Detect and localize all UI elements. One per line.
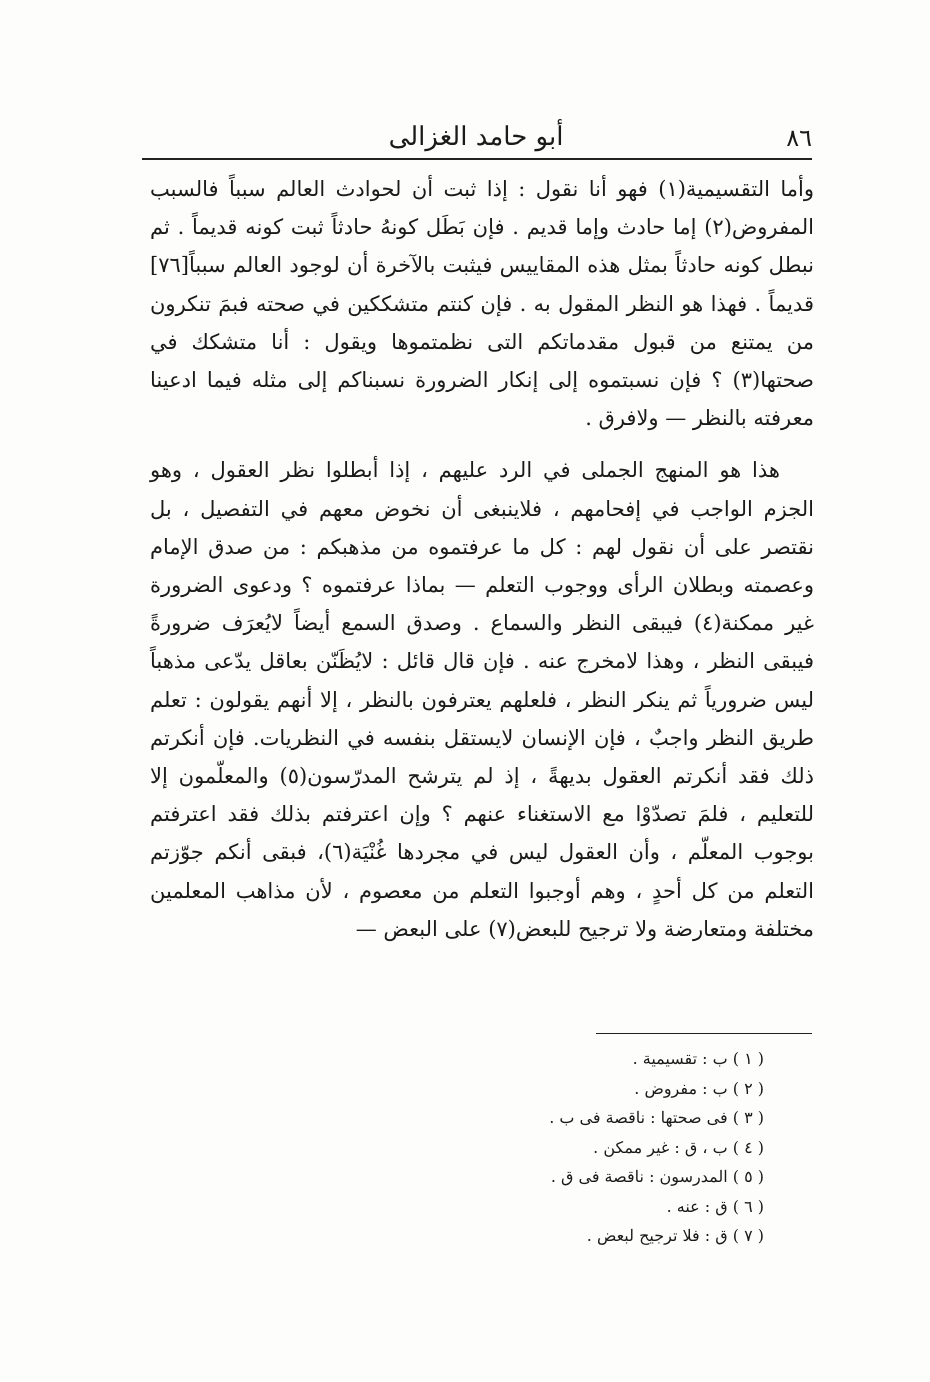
running-title: أبو حامد الغزالى: [388, 122, 564, 152]
footnote-3: ( ٣ ) فى صحتها : ناقصة فى ب .: [549, 1108, 764, 1127]
page-number: ٨٦: [786, 124, 812, 152]
main-text: [150, 170, 814, 948]
paragraph-2: هذا هو المنهج الجملى في الرد عليهم ، إذا أبطلوا نظر العقول ، وهو الجزم الواجب في إفحامهم ، فلاينبغى أن نخوض معهم في التفصيل ، بل نقتصر على أن نقول لهم : كل ما عرفتموه من مذهبكم : من صدق الإمام وعصمته وبطلان الرأى ووجوب التعلم — بماذا عرفتموه ؟ ودعوى الضرورة غير ممكنة(٤) فيبقى النظر والسماع . وصدق السمع أيضاً لايُعرَف ضرورةً فيبقى النظر ، وهذا لامخرج عنه . فإن قال قائل : لايُظَنّن بعاقل يدّعى مذهباً ليس ضرورياً ثم ينكر النظر ، فلعلهم يعترفون بالنظر ، إلا أنهم يقولون : تعلم طريق النظر واجبٌ ، فإن الإنسان لايستقل بنفسه في النظريات. فإن أنكرتم ذلك فقد أنكرتم العقول بديهةً ، إذ لم يترشح المدرّسون(٥) والمعلّمون إلا للتعليم ، فلمَ تصدّوْا مع الاستغناء عنهم ؟ وإن اعترفتم بذلك فقد اعترفتم بوجوب المعلّم ، وأن العقول ليس في مجردها غُنْيَة(٦)، فبقى أنكم جوّزتم التعلم من كل أحدٍ ، وهم أوجبوا التعلم من معصوم ، لأن مذاهب المعلمين مختلفة ومتعارضة ولا ترجيح للبعض(٧) على البعض —: [150, 458, 814, 941]
header-rule: [142, 158, 812, 160]
footnote-6: ( ٦ ) ق : عنه .: [666, 1196, 764, 1216]
footnote-1: ( ١ ) ب : تقسيمية .: [632, 1049, 764, 1068]
page-header: [140, 118, 812, 162]
footnote-5: ( ٥ ) المدرسون : ناقصة فى ق .: [550, 1167, 764, 1186]
footnote-7: ( ٧ ) ق : فلا ترجيح لبعض .: [586, 1226, 764, 1245]
footnote-2: ( ٢ ) ب : مفروض .: [634, 1078, 764, 1098]
footnote-rule: [596, 1033, 812, 1034]
footnotes: [324, 1044, 764, 1251]
paragraph-1: وأما التقسيمية(١) فهو أنا نقول : إذا ثبت أن لحوادث العالم سبباً فالسبب المفروض(٢) إما حادث وإما قديم . فإن بَطَل كونهُ حادثاً ثبت كونه قديماً . ثم نبطل كونه حادثاً بمثل هذه المقاييس فيثبت بالآخرة أن لوجود العالم سبباً[٧٦] قديماً . فهذا هو النظر المقول به . فإن كنتم متشككين في صحته فبمَ تنكرون من يمتنع من قبول مقدماتكم التى نظمتموها ويقول : أنا متشكك في صحتها(٣) ؟ فإن نسبتموه إلى إنكار الضرورة نسبناكم إلى مثله فيما ادعينا معرفته بالنظر — ولافرق .: [150, 177, 814, 431]
footnote-4: ( ٤ ) ب ، ق : غير ممكن .: [593, 1137, 764, 1157]
